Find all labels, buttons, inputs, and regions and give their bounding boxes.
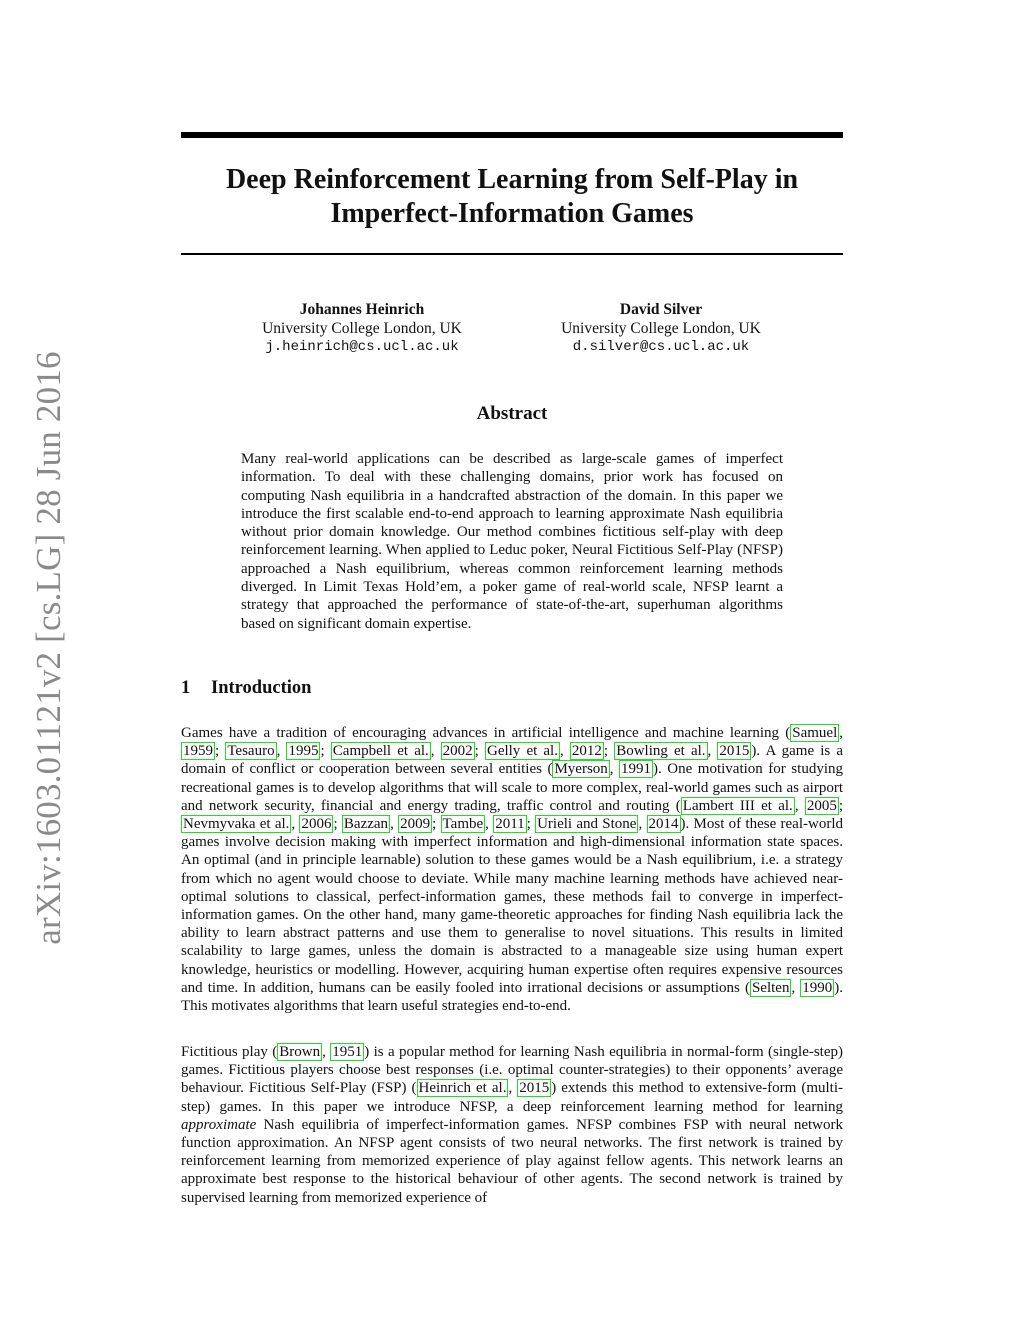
abstract-body: Many real-world applications can be described as large-scale games of imperfect information. To deal with these challenging domains, prior work has focused on computing Nash equilibria in a handcrafted abstraction of the domain. In this paper we introduce the first scalable end-to-end approach to learning approximate Nash equilibria without prior domain knowledge. Our method combines fictitious self-play with deep reinforcement learning. When applied to Leduc poker, Neural Fictitious Self-Play (NFSP) approached a Nash equilibrium, whereas common reinforcement learning methods diverged. In Limit Texas Hold’em, a poker game of real-world scale, NFSP learnt a strategy that approached the performance of state-of-the-art, superhuman algorithms based on significant domain expertise.: [241, 451, 783, 632]
paper-title: [181, 163, 843, 231]
text-run: ,: [508, 1080, 518, 1097]
abstract-heading: Abstract: [476, 403, 548, 424]
text-run: ,: [559, 743, 570, 760]
text-run: ,: [638, 816, 647, 833]
citation-link[interactable]: 2002: [442, 743, 473, 760]
citation-link[interactable]: Campbell et al.: [332, 743, 429, 760]
citation-link[interactable]: Tesauro: [227, 743, 275, 760]
text-run: ;: [603, 743, 615, 760]
citation-link[interactable]: 2014: [648, 816, 679, 833]
citation-link[interactable]: 2009: [400, 816, 431, 833]
text-run: ,: [707, 743, 718, 760]
citation-link[interactable]: 1990: [802, 979, 833, 996]
text-run: ;: [215, 743, 226, 760]
text-run: ). Most of these real-world games involve decision making with imperfect information and high-dimensional information state spaces. An optimal (and in principle learnable) solution to these games would be a Nash equilibrium, i.e. a strategy from which no agent would choose to deviate. While many machine learning methods have achieved near-optimal solutions to classical, perfect-information games, these methods fail to converge in imperfect-information games. On the other hand, many game-theoretic approaches for finding Nash equilibria lack the ability to learn abstract patterns and use them to generalise to novel situations. This results in limited scalability to large games, unless the domain is abstracted to a manageable size using human expert knowledge, heuristics or modelling. However, acquiring human expertise often requires expensive resources and time. In addition, humans can be easily fooled into irrational decisions or assumptions (: [181, 816, 843, 996]
author-block-heinrich: [212, 300, 512, 357]
title-line-1: Deep Reinforcement Learning from Self-Play in: [225, 164, 799, 195]
intro-paragraph-2: [181, 1043, 843, 1207]
text-run: ). One motivation for studying recreational games is to develop algorithms that will scale to more complex, real-world games such as airport and network security, financial and energy trading, traffic control and routing (: [181, 761, 843, 814]
citation-link[interactable]: Lambert III et al.: [682, 797, 793, 814]
title-line-2: Imperfect-Information Games: [330, 198, 694, 229]
author-affiliation: University College London, UK: [262, 320, 462, 337]
text-run: ,: [839, 725, 843, 741]
citation-link[interactable]: 2006: [301, 816, 332, 833]
author-email[interactable]: d.silver@cs.ucl.ac.uk: [572, 339, 750, 355]
text-run: ) extends this method to extensive-form (multi-step) games. In this paper we introduce NFSP, a deep reinforcement learning method for learning: [181, 1080, 843, 1115]
text-run: ,: [291, 816, 300, 833]
author-affiliation: University College London, UK: [561, 320, 761, 337]
section-number: 1: [181, 678, 191, 698]
text-run: ) is a popular method for learning Nash equilibria in normal-form (single-step) games. Fictitious players choose best responses (i.e. optimal counter-strategies) to their opponents’ average behaviour. Fictitious Self-Play (FSP) (: [181, 1044, 844, 1097]
title-bottom-rule: [181, 253, 843, 255]
citation-link[interactable]: 1951: [332, 1044, 363, 1060]
citation-link[interactable]: Gelly et al.: [486, 743, 558, 760]
text-run: ;: [838, 797, 844, 814]
text-run: Fictitious play (: [181, 1044, 278, 1060]
text-run: ;: [474, 743, 485, 760]
citation-link[interactable]: 2005: [806, 797, 837, 814]
text-run: ,: [322, 1044, 331, 1060]
arxiv-identifier-stamp: arXiv:1603.01121v2 [cs.LG] 28 Jun 2016: [29, 351, 68, 945]
citation-link[interactable]: 1959: [183, 743, 213, 760]
citation-link[interactable]: Nevmyvaka et al.: [183, 816, 290, 833]
intro-paragraph-1: [181, 724, 843, 1015]
citation-link[interactable]: Tambe: [442, 816, 484, 833]
citation-link[interactable]: Myerson: [554, 761, 608, 778]
text-run: Games have a tradition of encouraging advances in artificial intelligence and machine learning (: [181, 725, 791, 741]
citation-link[interactable]: Selten: [751, 979, 790, 996]
author-name: David Silver: [619, 301, 703, 318]
text-run: ;: [320, 743, 331, 760]
citation-link[interactable]: Heinrich et al.: [418, 1080, 507, 1097]
citation-link[interactable]: 2015: [719, 743, 750, 760]
author-block-silver: [511, 300, 811, 357]
citation-link[interactable]: 2011: [495, 816, 525, 833]
emphasis-text: approximate: [181, 1116, 257, 1133]
citation-link[interactable]: Bazzan: [343, 816, 389, 833]
text-run: ,: [390, 816, 399, 833]
text-run: ,: [609, 761, 620, 778]
citation-link[interactable]: 2012: [571, 743, 602, 760]
citation-link[interactable]: Samuel: [792, 725, 838, 741]
text-run: ;: [526, 816, 536, 833]
citation-link[interactable]: Bowling et al.: [616, 743, 706, 760]
section-heading-introduction: [181, 678, 311, 699]
text-run: ). This motivates algorithms that learn useful strategies end-to-end.: [181, 979, 844, 1015]
author-email[interactable]: j.heinrich@cs.ucl.ac.uk: [265, 339, 459, 355]
text-run: ,: [794, 797, 805, 814]
section-title: Introduction: [211, 678, 312, 698]
text-run: ,: [485, 816, 494, 833]
text-run: ,: [276, 743, 287, 760]
citation-link[interactable]: Urieli and Stone: [537, 816, 637, 833]
citation-link[interactable]: 1995: [288, 743, 319, 760]
author-name: Johannes Heinrich: [299, 301, 425, 318]
citation-link[interactable]: 2015: [519, 1080, 550, 1097]
text-run: ;: [432, 816, 441, 833]
text-run: ). A game is a domain of conflict or cooperation between several entities (: [181, 743, 844, 778]
text-run: Nash equilibria of imperfect-information games. NFSP combines FSP with neural network function approximation. An NFSP agent consists of two neural networks. The first network is trained by reinforcement learning from memorized experience of play against fellow agents. This network learns an approximate best response to the historical behaviour of other agents. The second network is trained by supervised learning from memorized experience of: [181, 1116, 843, 1206]
text-run: ,: [791, 979, 801, 996]
text-run: ;: [333, 816, 342, 833]
citation-link[interactable]: Brown: [279, 1044, 321, 1060]
text-run: ,: [430, 743, 441, 760]
title-top-rule: [181, 132, 843, 138]
citation-link[interactable]: 1991: [621, 761, 652, 778]
